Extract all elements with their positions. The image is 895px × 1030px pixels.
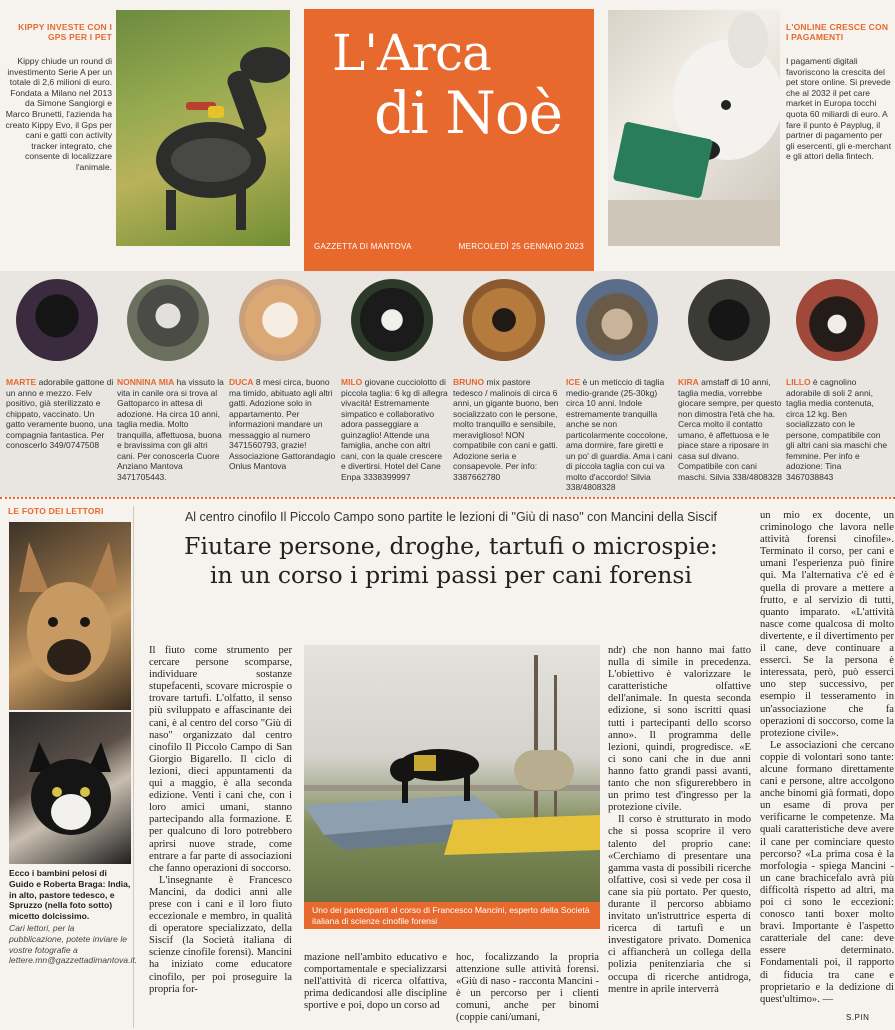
pet-name: BRUNO bbox=[453, 377, 485, 387]
pet-card bbox=[229, 279, 341, 472]
pet-photo bbox=[239, 279, 321, 361]
article-paragraph: Le associazioni che cercano coppie di volontari sono tante: alcune formano direttamente cani e persone, altre accolgono anche binomi già formati, dopo un esame di prova per verificarne le competenze. Ma quali caratteristiche deve avere il cane per cominciare questo percorso? «La prima cosa è la morfologia - spiega Mancini - un cane brachicefalo avrà più difficoltà rispetto ad altri, ma poi ci sono le eccezioni: conosco tanti boxer molto bravi. Importante è l'aspetto caratteriale del cane: deve essere determinato. Fondamentali poi, il rapporto di fiducia tra cane e proprietario e la dedizione di quest'ultimo». — bbox=[760, 739, 894, 1005]
masthead bbox=[304, 9, 594, 271]
black-white-cat-photo bbox=[9, 712, 131, 864]
masthead-date: MERCOLEDÌ 25 GENNAIO 2023 bbox=[458, 242, 584, 251]
article-paragraph: mazione nell'ambito educativo e comportamentale e specializzarsi nell'attività di ricerca olfattiva, prima dedicandosi alle discipline sportive e poi, dopo un corso ad bbox=[304, 952, 447, 1012]
masthead-footer bbox=[314, 242, 584, 251]
puppy-with-card-photo bbox=[608, 10, 780, 246]
pet-description bbox=[341, 377, 453, 482]
article-column-3 bbox=[456, 952, 599, 1026]
pet-name: ICE bbox=[566, 377, 581, 387]
pet-card bbox=[341, 279, 453, 482]
pet-name: DUCA bbox=[229, 377, 254, 387]
training-illustration bbox=[304, 645, 600, 925]
pet-name: MARTE bbox=[6, 377, 37, 387]
kippy-text: Kippy chiude un round di investimento Serie A per un totale di 2,6 milioni di euro. Fondata a Milano nel 2013 da Simone Sangiorgi e Marco Brunetti, l'azienda ha creato Kippy Evo, il Gps per cani e gatti con activity tracker integrato, che consente di localizzare l'animale. bbox=[5, 56, 112, 172]
pet-text: ha vissuto la vita in canile ora si trova al Gattoparco in attesa di adozione. Ha circa 10 anni, taglia media. Molto tranquilla, affettuosa, buona e bravissima con gli altri cani. Per conoscerla Cuore Anziano Mantova 3471705443. bbox=[117, 377, 224, 482]
readers-caption-bold: Ecco i bambini pelosi di Guido e Roberta Braga: India, in alto, pastore tedesco, e Spruzzo (nella foto sotto) micetto dolcissimo. bbox=[9, 868, 131, 922]
readers-kicker: LE FOTO DEI LETTORI bbox=[8, 506, 104, 516]
pet-photo bbox=[796, 279, 878, 361]
pet-photo bbox=[463, 279, 545, 361]
pet-description bbox=[117, 377, 229, 482]
photo-caption: Uno dei partecipanti al corso di Francesco Mancini, esperto della Società italiana di scienze cinofile forensi bbox=[304, 902, 600, 929]
pet-text: giovane cucciolotto di piccola taglia: 6 kg di allegra vivacità! Estremamente simpatico e collaborativo adora passeggiare a guinzaglio! Attende una famiglia, anche con altri cani, con la quale crescere e divertirsi. Hotel del Cane Enpa 3338399997 bbox=[341, 377, 448, 482]
pet-name: LILLO bbox=[786, 377, 811, 387]
pet-photo bbox=[688, 279, 770, 361]
headline-line1: Fiutare persone, droghe, tartufi o microspie: bbox=[184, 532, 718, 560]
pet-card bbox=[678, 279, 790, 482]
puppy-illustration bbox=[608, 10, 780, 246]
article-paragraph: Il fiuto come strumento per cercare persone scomparse, individuare sostanze stupefacenti, scovare microspie o trovare tartufi. L'olfatto, il senso più sviluppato e affascinante dei cani, è al centro del corso "Giù di naso" organizzato dal centro cinofilo Il Piccolo Campo di San Giorgio Bigarello. Il ciclo di lezioni, dieci appuntamenti da qui a maggio, è alla seconda edizione. Venti i cani che, con i loro amici umani, stanno partecipando alla formazione. E per qualcuno di loro potrebbero aprirsi nuove strade, come entrare a far parte di associazioni che fanno operazioni di soccorso. bbox=[149, 645, 292, 874]
pet-card bbox=[786, 279, 894, 482]
article-byline: S.PIN bbox=[846, 1013, 870, 1022]
article-kicker: Al centro cinofilo Il Piccolo Campo sono partite le lezioni di "Giù di naso" con Mancini della Siscif bbox=[184, 510, 718, 524]
pet-text: è cagnolino adorabile di soli 2 anni, taglia media contenuta, circa 12 kg. Ben socializzato con le persone, compatibile con gli altri cani sia maschi che femmine. Per info e adozione: Tina 3467038843 bbox=[786, 377, 888, 482]
masthead-title-line2: di Noè bbox=[374, 79, 563, 147]
pet-card bbox=[117, 279, 229, 482]
masthead-title bbox=[332, 25, 572, 145]
pet-photo bbox=[127, 279, 209, 361]
readers-photos-section bbox=[4, 506, 138, 1028]
pet-description bbox=[453, 377, 565, 482]
pet-description bbox=[6, 377, 118, 451]
cat-illustration bbox=[9, 712, 131, 864]
masthead-paper: GAZZETTA DI MANTOVA bbox=[314, 242, 412, 251]
readers-caption bbox=[9, 868, 138, 966]
pet-description bbox=[678, 377, 790, 482]
pet-card bbox=[566, 279, 678, 493]
masthead-title-line1: L'Arca bbox=[332, 24, 491, 82]
german-shepherd-photo bbox=[9, 522, 131, 710]
pet-text: mix pastore tedesco / malinois di circa 6 anni, un gigante buono, ben socializzato con le persone, molto tranquillo e sensibile, meraviglioso! NON compatibile con cani e gatti. Adozione seria e consapevole. Per info: 3387662780 bbox=[453, 377, 559, 482]
pet-photo bbox=[16, 279, 98, 361]
pet-description bbox=[229, 377, 341, 472]
pet-text: amstaff di 10 anni, taglia media, vorrebbe giocare sempre, per questo non dimostra l'età che ha. Cerca molto il contatto umano, è affettuosa e le piace stare a riposare in casa sul divano. Compatibile con cani maschi. Silvia 338/4808328 bbox=[678, 377, 782, 482]
article-column-1 bbox=[149, 645, 292, 1025]
pet-name: MILO bbox=[341, 377, 363, 387]
pet-photo bbox=[351, 279, 433, 361]
pet-description bbox=[786, 377, 894, 482]
pet-card bbox=[6, 279, 118, 451]
article-headline bbox=[145, 532, 757, 590]
pet-text: adorabile gattone di un anno e mezzo. Felv positivo, già sterilizzato e chippato, vaccinato. Un gatto veramente buono, una compagnia fantastica. Per conoscerlo 349/0747508 bbox=[6, 377, 114, 450]
pet-photo bbox=[576, 279, 658, 361]
pet-name: KIRA bbox=[678, 377, 699, 387]
section-divider bbox=[0, 497, 895, 501]
pet-card bbox=[453, 279, 565, 482]
kippy-box bbox=[4, 22, 112, 173]
article-paragraph: un mio ex docente, un criminologo che lavora nelle attività forensi cinofile». Terminato il corso, per cani e umani l'esperienza può finire qui. Ma l'alternativa c'è ed è quella di provare a mettere a frutto, e al servizio di tutti, quanto imparato. «L'attività nasce come qualcosa di molto divertente, e il divertimento per il cane, deve continuare a esserci. Se la persona è interessata, però, può esserci uno step successivo, per esempio il tesseramento in un'associazione che fa operazioni di soccorso, come la protezione civile». bbox=[760, 510, 894, 739]
payments-text: I pagamenti digitali favoriscono la crescita del pet store online. Si prevede che al 2032 il pet care market in Europa tocchi quota 60 miliardi di euro. A fare il punto è Payplug, il partner di pagamento per gli esercenti, gli e-merchant e gli attori della fintech. bbox=[786, 56, 892, 162]
kippy-kicker: KIPPY INVESTE CON I GPS PER I PET bbox=[18, 22, 112, 42]
readers-caption-italic: Cari lettori, per la pubblicazione, potete inviare le vostre fotografie a lettere.mn@gazzettadimantova.it. bbox=[9, 922, 138, 966]
headline-line2: in un corso i primi passi per cani forensi bbox=[210, 561, 692, 589]
pet-description bbox=[566, 377, 678, 493]
training-photo bbox=[304, 645, 600, 925]
pet-text: è un meticcio di taglia medio-grande (25-30kg) circa 10 anni. Indole estremamente tranquilla anche se non particolarmente coccolone, ama dormire, fare giretti e un po' di guardia. Ama i cani di piccola taglia con cui va molto d'accordo! Silvia 338/4808328 bbox=[566, 377, 673, 492]
article-column-4 bbox=[608, 645, 751, 1025]
dog-with-gps-photo bbox=[116, 10, 290, 246]
article-paragraph: hoc, focalizzando la propria attenzione sulle attività forensi. «Giù di naso - racconta Mancini - è un percorso per i clienti comuni, anche per binomi (coppie cani/umani, bbox=[456, 952, 599, 1024]
pets-for-adoption-row bbox=[0, 271, 895, 497]
pet-text: 8 mesi circa, buono ma timido, abituato agli altri gatti. Adozione solo in appartamento. Per informazioni mandare un messaggio al numero 3471560793, grazie! Associazione Gattorandagio Onlus Mantova bbox=[229, 377, 336, 471]
payments-kicker: L'ONLINE CRESCE CON I PAGAMENTI bbox=[786, 22, 889, 42]
pet-name: NONNINA MIA bbox=[117, 377, 175, 387]
article-paragraph: ndr) che non hanno mai fatto nulla di simile in precedenza. L'obiettivo è valorizzare le caratteristiche olfattive dell'animale. In questa seconda edizione, si sono iscritti quasi tutti i partecipanti dello scorso anno». Il programma delle lezioni, quindi, progredisce. «E ci sono cani che in due anni hanno fatto grandi passi avanti, tanto che non sfigurerebbero in un primo test d'ingresso per la protezione civile. bbox=[608, 645, 751, 814]
pointer-dog-illustration bbox=[116, 10, 290, 246]
article-paragraph: Il corso è strutturato in modo che si possa scoprire il vero talento del proprio cane: «Cerchiamo di presentare una gamma vasta di possibili ricerche olfattive, così si vede per cosa il cane sia più portato. Per questo, durante il percorso abbiamo invitato un'istruttrice esperta di ricerca di tartufi e un investigatore privato. Domenica ci affiancherà un collega della polizia penitenziaria che si occupa di ricerche antidroga, mentre in aprile interverrà bbox=[608, 814, 751, 995]
article-column-2 bbox=[304, 952, 447, 1026]
payments-box bbox=[786, 22, 892, 162]
article-column-5 bbox=[760, 510, 894, 1010]
german-shepherd-illustration bbox=[9, 522, 131, 710]
article-paragraph: L'insegnante è Francesco Mancini, da dodici anni alle prese con i cani e il loro fiuto eccezionale e membro, in qualità di operatore specializzato, della Siscif (la Società italiana di scienze cinofile forensi). Mancini ha iniziato come educatore cinofilo, per poi proseguire la propria for- bbox=[149, 874, 292, 995]
